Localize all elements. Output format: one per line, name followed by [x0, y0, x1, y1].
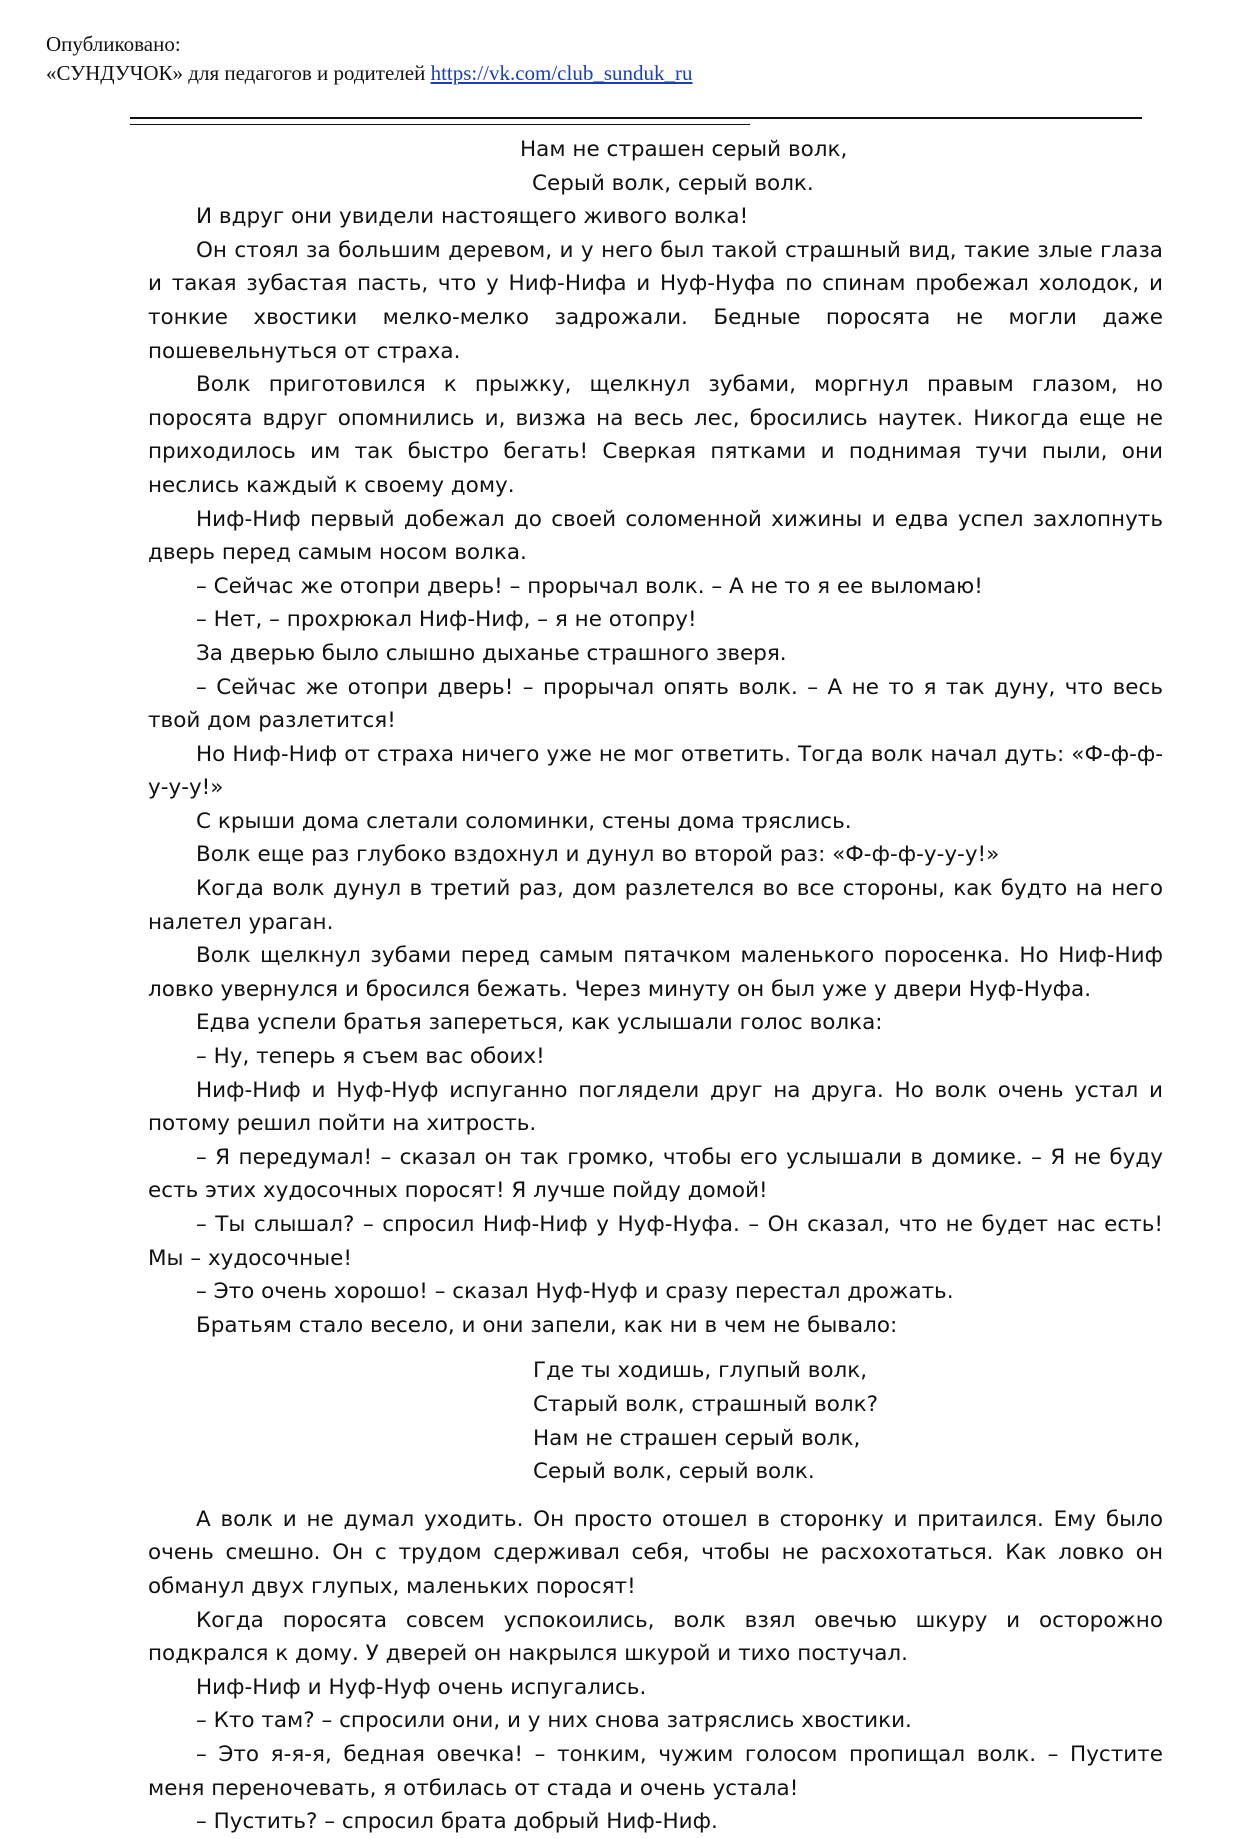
paragraph: Волк щелкнул зубами перед самым пятачком маленького поросенка. Но Ниф-Ниф ловко увернулся и бросился бежать. Через минуту он был уже у двери Нуф-Нуфа. [148, 943, 1163, 1002]
publisher-name: «СУНДУЧОК» для педагогов и родителей [46, 61, 426, 85]
song-verse [148, 1354, 1163, 1488]
published-label: Опубликовано: [46, 32, 181, 56]
paragraph: Но Ниф-Ниф от страха ничего уже не мог ответить. Тогда волк начал дуть: «Ф-ф-ф-у-у-у!» [148, 741, 1163, 801]
verse-line: Нам не страшен серый волк, [533, 1425, 861, 1451]
paragraph: С крыши дома слетали соломинки, стены дома тряслись. [196, 808, 852, 834]
paragraph: Ниф-Ниф первый добежал до своей соломенной хижины и едва успел захлопнуть дверь перед самым носом волка. [148, 506, 1163, 566]
paragraph: Ниф-Ниф и Нуф-Нуф очень испугались. [196, 1674, 647, 1700]
story-text [148, 133, 1163, 1839]
paragraph: – Нет, – прохрюкал Ниф-Ниф, – я не отопру! [196, 607, 697, 633]
paragraph: Когда поросята совсем успокоились, волк взял овечью шкуру и осторожно подкрался к дому. У дверей он накрылся шкурой и тихо постучал. [148, 1607, 1163, 1667]
paragraph: – Сейчас же отопри дверь! – прорычал опять волк. – А не то я так дуну, что весь твой дом разлетится! [148, 674, 1163, 734]
paragraph: – Ты слышал? – спросил Ниф-Ниф у Нуф-Нуфа. – Он сказал, что не будет нас есть! Мы – худосочные! [148, 1212, 1163, 1271]
paragraph: Братьям стало весело, и они запели, как ни в чем не бывало: [196, 1312, 898, 1338]
paragraph: – Это я-я-я, бедная овечка! – тонким, чужим голосом пропищал волк. – Пустите меня переночевать, я отбилась от стада и очень устала! [148, 1741, 1163, 1801]
paragraph: За дверью было слышно дыханье страшного зверя. [196, 640, 787, 666]
verse-line: Старый волк, страшный волк? [533, 1391, 879, 1417]
top-verse [148, 133, 1163, 200]
paragraph: Волк еще раз глубоко вздохнул и дунул во второй раз: «Ф-ф-ф-у-у-у!» [196, 842, 1000, 868]
publication-header [46, 30, 693, 88]
paragraph: А волк и не думал уходить. Он просто отошел в сторонку и притаился. Ему было очень смешно. Он с трудом сдерживал себя, чтобы не расхохотаться. Как ловко он обманул двух глупых, маленьких поросят! [148, 1506, 1163, 1599]
paragraph: Волк приготовился к прыжку, щелкнул зубами, моргнул правым глазом, но поросята вдруг опомнились и, визжа на весь лес, бросились наутек. Никогда еще не приходилось им так быстро бегать! Сверкая пятками и поднимая тучи пыли, они неслись каждый к своему дому. [148, 372, 1163, 498]
verse-line: Нам не страшен серый волк, [520, 137, 848, 162]
header-divider [130, 117, 1142, 119]
paragraph: – Ну, теперь я съем вас обоих! [196, 1044, 545, 1070]
header-divider-thin [130, 124, 750, 125]
paragraph: Когда волк дунул в третий раз, дом разлетелся во все стороны, как будто на него налетел ураган. [148, 876, 1163, 935]
verse-line: Серый волк, серый волк. [533, 1459, 815, 1485]
paragraph: – Это очень хорошо! – сказал Нуф-Нуф и сразу перестал дрожать. [196, 1279, 954, 1305]
paragraph: Он стоял за большим деревом, и у него был такой страшный вид, такие злые глаза и такая зубастая пасть, что у Ниф-Нифа и Нуф-Нуфа по спинам пробежал холодок, и тонкие хвостики мелко-мелко задрожали. Бедные поросята не могли даже пошевельнуться от страха. [148, 237, 1163, 364]
paragraph: И вдруг они увидели настоящего живого волка! [196, 204, 749, 230]
paragraph: Едва успели братья запереться, как услышали голос волка: [196, 1010, 883, 1036]
publisher-link[interactable]: https://vk.com/club_sunduk_ru [430, 61, 693, 85]
paragraph: – Я передумал! – сказал он так громко, чтобы его услышали в домике. – Я не буду есть этих худосочных поросят! Я лучше пойду домой! [148, 1144, 1163, 1204]
paragraph: Ниф-Ниф и Нуф-Нуф испуганно поглядели друг на друга. Но волк очень устал и потому решил пойти на хитрость. [148, 1077, 1163, 1137]
paragraph: – Кто там? – спросили они, и у них снова затряслись хвостики. [196, 1708, 912, 1734]
publisher-line [46, 59, 693, 88]
paragraph: – Пустить? – спросил брата добрый Ниф-Ниф. [196, 1809, 718, 1835]
verse-line: Где ты ходишь, глупый волк, [533, 1358, 868, 1384]
paragraph: – Сейчас же отопри дверь! – прорычал волк. – А не то я ее выломаю! [196, 573, 983, 599]
verse-line: Серый волк, серый волк. [532, 170, 814, 196]
